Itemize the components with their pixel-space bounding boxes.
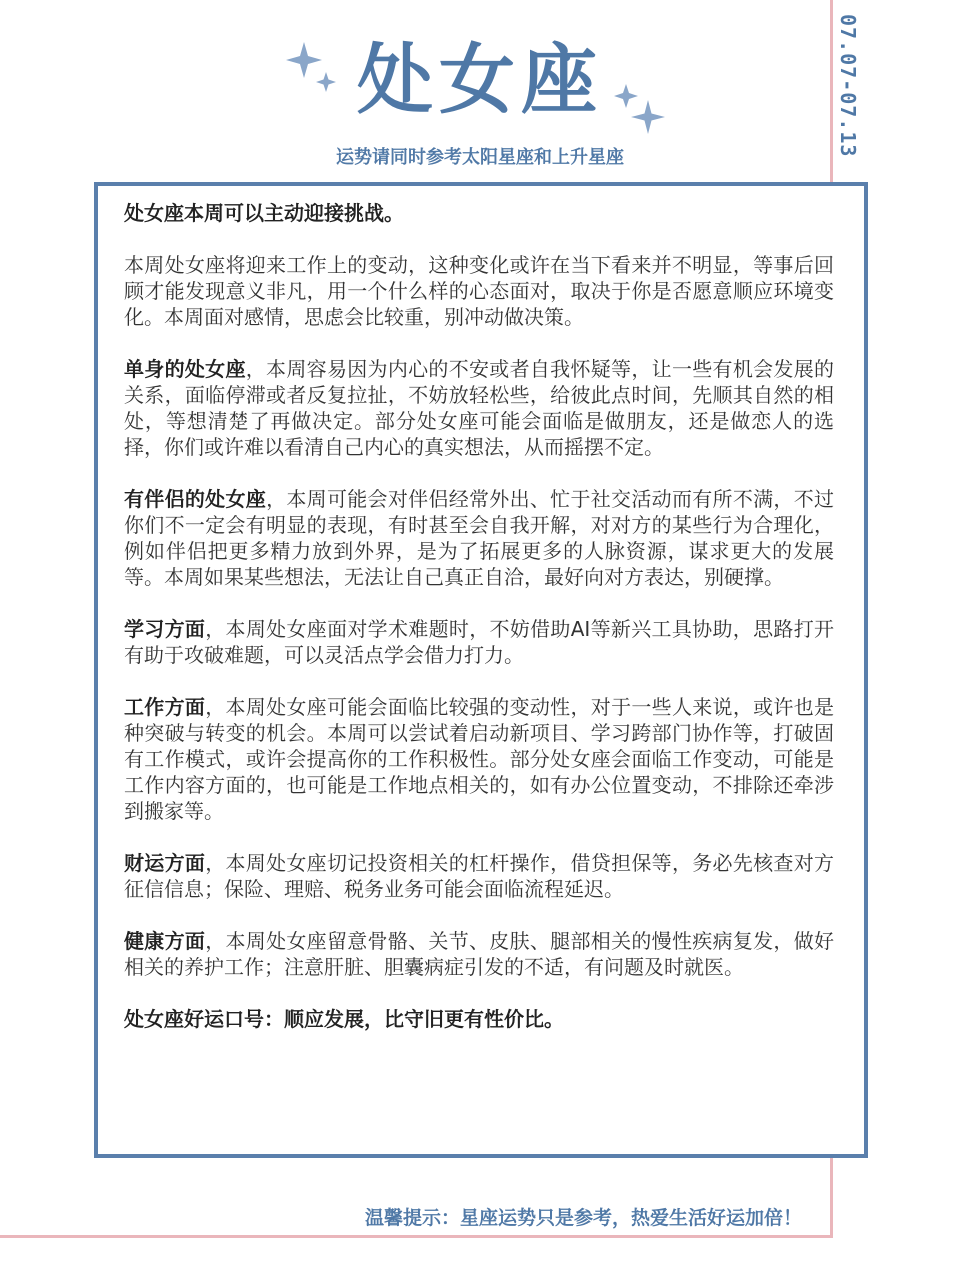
page-title: 处女座 xyxy=(357,35,603,124)
section-study xyxy=(124,616,834,668)
section-health xyxy=(124,928,834,980)
content-box xyxy=(94,182,868,1158)
date-range: 07.07-07.13 xyxy=(836,14,860,158)
footer-tip: 温馨提示：星座运势只是参考，热爱生活好运加倍！ xyxy=(365,1207,803,1229)
page-subtitle: 运势请同时参考太阳星座和上升星座 xyxy=(336,147,624,168)
section-label: 学习方面 xyxy=(124,617,206,641)
content-body xyxy=(124,200,834,1032)
section-label: 健康方面 xyxy=(124,929,206,953)
section-text: ，本周可能会对伴侣经常外出、忙于社交活动而有所不满，不过你们不一定会有明显的表现，有时甚至会自我开解，对对方的某些行为合理化，例如伴侣把更多精力放到外界，是为了拓展更多的人脉资源，谋求更大的发展等。本周如果某些想法，无法让自己真正自洽，最好向对方表达，别硬撑。 xyxy=(124,487,835,589)
section-label: 有伴侣的处女座 xyxy=(124,487,267,511)
section-label: 单身的处女座 xyxy=(124,357,246,381)
section-label: 工作方面 xyxy=(124,695,206,719)
section-single xyxy=(124,356,834,460)
pink-horizontal-line xyxy=(0,1235,833,1238)
section-text: ，本周处女座切记投资相关的杠杆操作，借贷担保等，务必先核查对方征信信息；保险、理赔、税务业务可能会面临流程延迟。 xyxy=(124,851,835,901)
section-partner xyxy=(124,486,834,590)
section-finance xyxy=(124,850,834,902)
overview-paragraph: 本周处女座将迎来工作上的变动，这种变化或许在当下看来并不明显，等事后回顾才能发现意义非凡，用一个什么样的心态面对，取决于你是否愿意顺应环境变化。本周面对感情，思虑会比较重，别冲动做决策。 xyxy=(124,253,834,329)
section-work xyxy=(124,694,834,824)
section-text: ，本周处女座可能会面临比较强的变动性，对于一些人来说，或许也是种突破与转变的机会。本周可以尝试着启动新项目、学习跨部门协作等，打破固有工作模式，或许会提高你的工作积极性。部分处女座会面临工作变动，可能是工作内容方面的，也可能是工作地点相关的，如有办公位置变动，不排除还牵涉到搬家等。 xyxy=(124,695,835,823)
section-text: ，本周处女座留意骨骼、关节、皮肤、腿部相关的慢性疾病复发，做好相关的养护工作；注意肝脏、胆囊病症引发的不适，有问题及时就医。 xyxy=(124,929,835,979)
section-label: 财运方面 xyxy=(124,851,206,875)
headline: 处女座本周可以主动迎接挑战。 xyxy=(124,201,404,225)
slogan: 处女座好运口号：顺应发展，比守旧更有性价比。 xyxy=(124,1007,564,1031)
section-text: ，本周处女座面对学术难题时，不妨借助AI等新兴工具协助，思路打开有助于攻破难题，可以灵活点学会借力打力。 xyxy=(124,617,834,667)
section-text: ，本周容易因为内心的不安或者自我怀疑等，让一些有机会发展的关系，面临停滞或者反复拉扯，不妨放轻松些，给彼此点时间，先顺其自然的相处，等想清楚了再做决定。部分处女座可能会面临是做朋友，还是做恋人的选择，你们或许难以看清自己内心的真实想法，从而摇摆不定。 xyxy=(124,357,835,459)
